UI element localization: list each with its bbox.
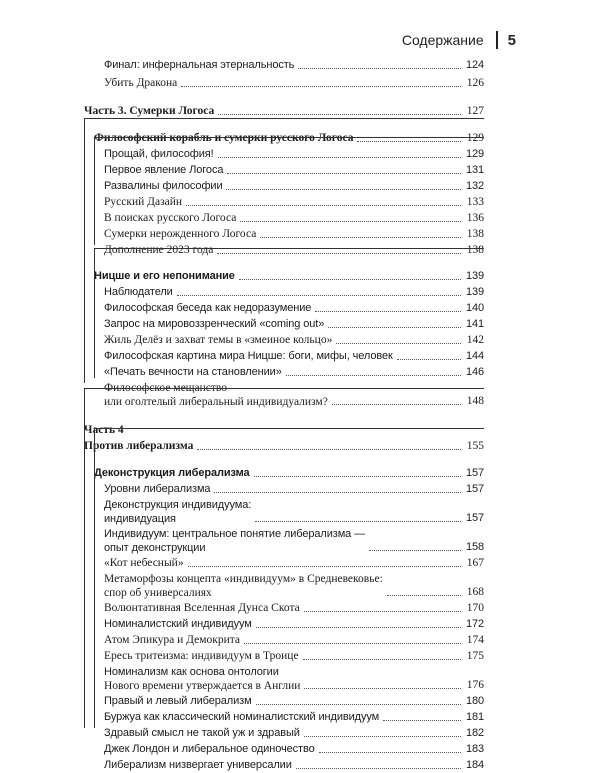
toc-entry-title: Финал: инфернальная этернальность (104, 59, 295, 71)
leader-dots (226, 189, 461, 190)
toc-entry-page: 138 (466, 228, 484, 240)
toc-entry-line: Метаморфозы концепта «индивидуум» в Средневековье: (104, 573, 383, 585)
leader-dots (397, 359, 461, 360)
leader-dots (217, 253, 461, 254)
toc-entry-title: Джек Лондон и либеральное одиночество (104, 743, 315, 755)
toc-entry-title (104, 665, 300, 693)
toc-entry-page: 133 (466, 196, 484, 208)
toc-entry[interactable] (104, 482, 484, 497)
chapter-page: 129 (466, 132, 484, 144)
toc-entry-title: Убить Дракона (104, 77, 178, 89)
toc-entry-title: «Печать вечности на становлении» (104, 366, 282, 378)
toc-entry-line: Философское мещанство (104, 382, 228, 394)
toc-entry-page: 174 (466, 634, 484, 646)
part-label: Часть 4 (84, 424, 124, 436)
toc-entry-page: 157 (465, 483, 484, 495)
toc-entry-page: 126 (466, 77, 484, 89)
toc-entry-page: 138 (466, 244, 484, 256)
toc-entry-title: Буржуа как классический номиналистский индивидуум (104, 711, 380, 723)
chapter-rule (94, 428, 484, 429)
toc-entry[interactable] (104, 527, 484, 555)
toc-entry[interactable] (104, 163, 484, 178)
toc-chapter-heading[interactable] (94, 269, 484, 284)
toc-entry[interactable] (104, 76, 484, 91)
leader-dots (315, 311, 461, 312)
toc-entry-page: 172 (465, 618, 484, 630)
leader-dots (214, 492, 461, 493)
leader-dots (286, 375, 461, 376)
toc-entry-page: 157 (465, 512, 484, 524)
toc-entry[interactable] (104, 285, 484, 300)
leader-dots (304, 611, 461, 612)
toc-part-heading[interactable] (84, 439, 484, 454)
toc-entry-page: 176 (466, 679, 484, 691)
leader-dots (304, 736, 461, 737)
toc-entry-title: Волюнтативная Вселенная Дунса Скота (104, 602, 300, 614)
leader-dots (298, 68, 461, 69)
toc-part-heading[interactable] (84, 104, 484, 119)
toc-entry-title (104, 498, 251, 526)
toc-entry[interactable] (104, 710, 484, 725)
toc-entry-page: 180 (465, 695, 484, 707)
chapter-bracket (94, 428, 95, 728)
toc-entry-page: 142 (466, 334, 484, 346)
toc-entry-title: Номиналистский индивидуум (104, 618, 252, 630)
toc-entry-title: Прощай, философия! (104, 148, 214, 160)
toc-entry-title: Ересь тритеизма: индивидуум в Троице (104, 650, 299, 662)
toc-entry-page: 140 (465, 302, 484, 314)
leader-dots (227, 173, 461, 174)
part-title: Против либерализма (84, 440, 194, 452)
chapter-title: Ницше и его непонимание (94, 270, 235, 282)
toc-entry[interactable] (104, 211, 484, 226)
leader-dots (177, 295, 461, 296)
toc-entry[interactable] (104, 556, 484, 571)
leader-dots (256, 704, 461, 705)
leader-dots (332, 404, 461, 405)
part-page: 127 (466, 105, 484, 117)
table-of-contents (84, 56, 484, 773)
toc-entry-title: Сумерки нерожденного Логоса (104, 228, 257, 240)
toc-entry-title: Жиль Делёз и захват темы в «змеиное кольцо» (104, 334, 333, 346)
leader-dots (256, 627, 461, 628)
toc-entry-title: Уровни либерализма (104, 483, 211, 495)
toc-entry-page: 129 (465, 148, 484, 160)
leader-dots (328, 327, 461, 328)
section-bracket (84, 118, 85, 383)
chapter-bracket (94, 248, 95, 378)
toc-chapter-heading[interactable] (94, 466, 484, 481)
toc-entry[interactable] (104, 301, 484, 316)
chapter-page: 139 (465, 270, 484, 282)
leader-dots (254, 476, 461, 477)
toc-entry[interactable] (104, 227, 484, 242)
leader-dots (303, 659, 461, 660)
toc-entry-page: 168 (466, 586, 484, 598)
chapter-page: 157 (465, 467, 484, 479)
leader-dots (387, 595, 461, 596)
leader-dots (260, 237, 461, 238)
toc-entry-page: 158 (465, 541, 484, 553)
toc-entry-line: или оголтелый либеральный индивидуализм? (104, 396, 328, 408)
part-title: Часть 3. Сумерки Логоса (84, 105, 215, 117)
toc-entry[interactable] (104, 601, 484, 616)
toc-entry-line: Номинализм как основа онтологии (104, 666, 279, 678)
section-rule (84, 388, 484, 389)
toc-entry-page: 184 (465, 759, 484, 771)
leader-dots (244, 643, 461, 644)
toc-entry-title: Философская картина мира Ницше: боги, мифы, человек (104, 350, 393, 362)
leader-dots (369, 550, 461, 551)
toc-entry-page: 167 (466, 557, 484, 569)
leader-dots (319, 752, 461, 753)
toc-entry[interactable] (104, 758, 484, 773)
toc-entry-line: спор об универсалиях (104, 587, 212, 599)
toc-entry-line: Деконструкция индивидуума: (104, 499, 252, 511)
toc-entry-line: Нового времени утверждается в Англии (104, 680, 301, 692)
leader-dots (255, 521, 461, 522)
toc-entry-title: Запрос на мировоззренческий «coming out» (104, 318, 325, 330)
running-header (402, 28, 516, 52)
toc-entry-page: 144 (465, 350, 484, 362)
toc-entry[interactable] (104, 349, 484, 364)
toc-entry-title: Русский Дазайн (104, 196, 183, 208)
toc-entry-title: Правый и левый либерализм (104, 695, 252, 707)
toc-entry-page: 139 (465, 286, 484, 298)
leader-dots (181, 86, 461, 87)
toc-entry-title (104, 527, 365, 555)
toc-entry[interactable] (104, 572, 484, 600)
chapter-title: Философский корабль и сумерки русского Логоса (94, 132, 354, 144)
toc-entry-page: 181 (465, 711, 484, 723)
leader-dots (239, 279, 461, 280)
toc-entry[interactable] (104, 195, 484, 210)
leader-dots (357, 141, 461, 142)
leader-dots (186, 205, 461, 206)
toc-entry[interactable] (104, 726, 484, 741)
leader-dots (304, 688, 461, 689)
toc-entry-title: Первое явление Логоса (104, 164, 224, 176)
toc-entry-page: 148 (466, 395, 484, 407)
toc-entry-title: Философская беседа как недоразумение (104, 302, 312, 314)
section-rule (84, 118, 484, 119)
toc-entry-page: 170 (466, 602, 484, 614)
toc-entry-title: Дополнение 2023 года (104, 244, 214, 256)
chapter-rule (94, 137, 484, 138)
toc-entry-line: индивидуация (104, 513, 176, 525)
toc-entry[interactable] (104, 147, 484, 162)
toc-entry[interactable] (104, 665, 484, 693)
toc-entry[interactable] (104, 694, 484, 709)
toc-entry[interactable] (104, 365, 484, 380)
toc-entry-page: 175 (466, 650, 484, 662)
leader-dots (383, 720, 461, 721)
leader-dots (296, 768, 461, 769)
toc-entry-title: «Кот небесный» (104, 557, 184, 569)
toc-entry-page: 146 (465, 366, 484, 378)
toc-entry-title: Либерализм низвергает универсалии (104, 759, 292, 771)
toc-entry-page: 136 (466, 212, 484, 224)
toc-entry-line: Индивидуум: центральное понятие либерализма — (104, 528, 366, 540)
toc-entry[interactable] (104, 617, 484, 632)
leader-dots (197, 449, 461, 450)
leader-dots (218, 157, 461, 158)
toc-entry-page: 132 (465, 180, 484, 192)
toc-entry[interactable] (104, 179, 484, 194)
toc-entry[interactable] (104, 633, 484, 648)
section-bracket (84, 388, 85, 728)
toc-entry[interactable] (104, 58, 484, 73)
toc-entry-title: В поисках русского Логоса (104, 212, 237, 224)
leader-dots (240, 221, 461, 222)
toc-entry-title: Наблюдатели (104, 286, 173, 298)
chapter-title: Деконструкция либерализма (94, 467, 250, 479)
toc-entry[interactable] (104, 381, 484, 409)
toc-entry-title (104, 381, 328, 409)
toc-entry-page: 131 (465, 164, 484, 176)
toc-entry-line: опыт деконструкции (104, 542, 206, 554)
leader-dots (218, 114, 461, 115)
toc-entry[interactable] (104, 317, 484, 332)
chapter-rule (94, 248, 484, 249)
leader-dots (188, 566, 461, 567)
toc-entry[interactable] (104, 498, 484, 526)
toc-entry-title (104, 572, 383, 600)
toc-entry-page: 141 (465, 318, 484, 330)
toc-entry-title: Развалины философии (104, 180, 223, 192)
toc-entry-page: 183 (465, 743, 484, 755)
toc-entry-page: 124 (465, 59, 484, 71)
toc-entry-page: 182 (465, 727, 484, 739)
toc-entry[interactable] (104, 649, 484, 664)
toc-entry-title: Атом Эпикура и Демокрита (104, 634, 241, 646)
running-header-title: Содержание (401, 32, 484, 48)
toc-chapter-heading[interactable] (94, 131, 484, 146)
toc-entry[interactable] (104, 243, 484, 258)
leader-dots (336, 343, 461, 344)
page-number: 5 (507, 31, 516, 49)
part-page: 155 (466, 440, 484, 452)
toc-entry[interactable] (104, 333, 484, 348)
chapter-bracket (94, 137, 95, 245)
toc-entry-title: Здравый смысл не такой уж и здравый (104, 727, 300, 739)
header-separator (496, 31, 498, 49)
